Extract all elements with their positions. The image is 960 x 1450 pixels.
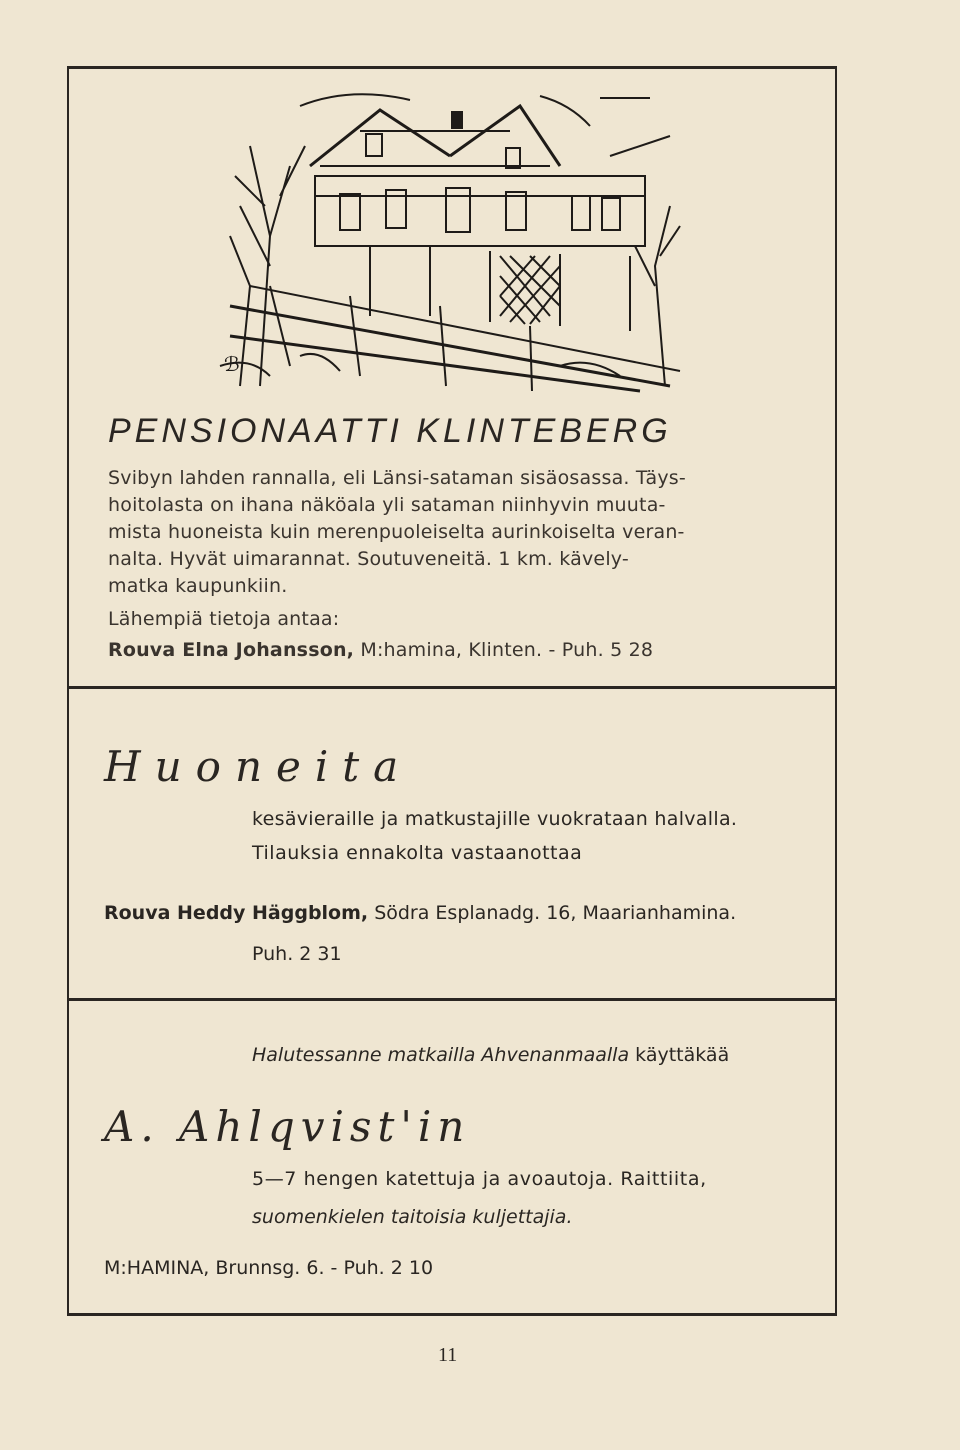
ad1-contact-name: Rouva Elna Johansson, [108,639,355,661]
page-number: 11 [438,1344,458,1366]
divider-2 [67,998,837,1001]
ad1-line-4: nalta. Hyvät uimarannat. Soutuveneitä. 1 km. kävely- [108,548,629,570]
ad3-intro-italic: Halutessanne matkailla Ahvenanmaalla [252,1044,630,1066]
ad3-address: M:HAMINA, Brunnsg. 6. - Puh. 2 10 [104,1257,434,1279]
ad2-contact [104,902,736,924]
ad1-info-label: Lähempiä tietoja antaa: [108,608,340,630]
ad1-line-2: hoitolasta on ihana näköala yli sataman niinhyvin muuta- [108,494,666,516]
ad1-line-5: matka kaupunkiin. [108,575,288,597]
ad3-line-1: 5—7 hengen katettuja ja avoautoja. Raittiita, [252,1168,707,1190]
ad3-title: A. Ahlqvist'in [104,1102,471,1151]
ad2-contact-name: Rouva Heddy Häggblom, [104,902,369,924]
ad1-title: PENSIONAATTI KLINTEBERG [108,412,672,450]
ad1-line-1: Svibyn lahden rannalla, eli Länsi-sataman sisäosassa. Täys- [108,467,686,489]
artist-signature: ℬ [224,352,240,376]
ad2-line-2: Tilauksia ennakolta vastaanottaa [252,842,583,864]
ad2-title: Huoneita [104,742,413,791]
ad1-contact-rest: M:hamina, Klinten. - Puh. 5 28 [360,639,654,661]
ad2-contact-rest: Södra Esplanadg. 16, Maarianhamina. [374,902,737,924]
divider-1 [67,686,837,689]
house-illustration [210,86,690,396]
ad1-contact [108,637,653,664]
ad2-phone: Puh. 2 31 [252,943,342,965]
ad3-line-2: suomenkielen taitoisia kuljettajia. [252,1206,573,1228]
ad3-intro-rest: käyttäkää [635,1044,730,1066]
ad2-line-1: kesävieraille ja matkustajille vuokrataan halvalla. [252,808,738,830]
ad1-line-3: mista huoneista kuin merenpuoleiselta aurinkoiselta veran- [108,521,685,543]
ad3-intro [252,1044,729,1066]
